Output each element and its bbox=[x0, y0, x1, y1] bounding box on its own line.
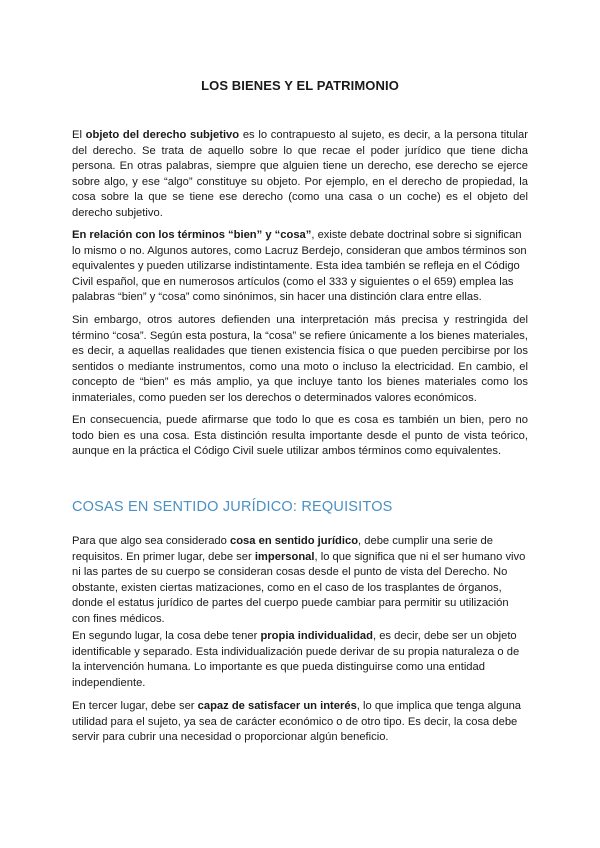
text-run: En tercer lugar, debe ser bbox=[72, 700, 198, 712]
text-run: Para que algo sea considerado bbox=[72, 535, 230, 547]
text-run: , lo que implica que tenga alguna utilidad para el sujeto, ya sea de carácter económico o de otro tipo. Es decir, la cosa debe servir para cubrir una necesidad o proporcionar algún beneficio. bbox=[72, 700, 522, 744]
text-run: , lo que significa que ni el ser humano vivo ni las partes de su cuerpo se consideran cosas desde el punto de vista del Derecho. No obstante, existen ciertas matizaciones, como en el caso de los trasplantes de órganos, donde el estatus jurídico de partes del cuerpo puede cambiar para permitir su utilización con fines médicos. bbox=[72, 550, 526, 625]
paragraph-objeto bbox=[72, 128, 528, 222]
bold-term: impersonal bbox=[254, 550, 315, 563]
paragraph-interpretacion bbox=[72, 313, 528, 407]
text-run: En segundo lugar, la cosa debe tener bbox=[72, 630, 261, 642]
text-run: , debe cumplir una serie de requisitos. En primer lugar, debe ser bbox=[72, 535, 493, 563]
text-run: En consecuencia, puede afirmarse que todo lo que es cosa es también un bien, pero no todo bien es una cosa. Esta distinción resulta importante desde el punto de vista teórico, aunque en la práctica el Código Civil suele utilizar ambos términos como equivalentes. bbox=[72, 414, 528, 458]
paragraph-requisito-1 bbox=[72, 534, 528, 628]
text-run: , existe debate doctrinal sobre si significan lo mismo o no. Algunos autores, como Lacruz Berdejo, consideran que ambos términos son equivalentes y pueden utilizarse indistintamente. Esta idea también se refleja en el Código Civil español, que en numerosos artículos (como el 333 y siguientes o el 659) emplea las palabras “bien” y “cosa” como sinónimos, sin hacer una distinción clara entre ellas. bbox=[72, 229, 527, 304]
paragraph-bien-cosa bbox=[72, 228, 528, 306]
text-run: es lo contrapuesto al sujeto, es decir, a la persona titular del derecho. Se trata de aquello sobre lo que recae el poder jurídico que tiene dicha persona. En otras palabras, siempre que alguien tiene un derecho, ese derecho se ejerce sobre algo, y ese “algo” constituye su objeto. Por ejemplo, en el derecho de propiedad, la cosa sobre la que se tiene ese derecho (como una casa o un coche) es el objeto del derecho subjetivo. bbox=[72, 129, 528, 219]
text-run: El bbox=[72, 129, 86, 141]
section-heading: COSAS EN SENTIDO JURÍDICO: REQUISITOS bbox=[72, 499, 393, 515]
bold-term: cosa en sentido jurídico bbox=[229, 535, 359, 547]
text-run: Sin embargo, otros autores defienden una interpretación más precisa y restringida del término “cosa”. Según esta postura, la “cosa” se refiere únicamente a los bienes materiales, es decir, a aquellas realidades que tienen existencia física o que pueden percibirse por los sentidos o mediante instrumentos, como una moto o incluso la electricidad. En cambio, el concepto de “bien” es más amplio, ya que incluye tanto los bienes materiales como los inmateriales, como pueden ser los derechos o determinados valores económicos. bbox=[72, 314, 528, 404]
paragraph-requisito-2 bbox=[72, 629, 528, 691]
bold-term: capaz de satisfacer un interés bbox=[197, 700, 357, 712]
text-run: , es decir, debe ser un objeto identificable y separado. Esta individualización puede derivar de su propia naturaleza o de la intervención humana. Lo importante es que pueda distinguirse como una entidad independiente. bbox=[72, 630, 520, 689]
document-title: LOS BIENES Y EL PATRIMONIO bbox=[201, 78, 399, 93]
paragraph-requisito-3 bbox=[72, 699, 528, 746]
paragraph-consecuencia bbox=[72, 413, 528, 460]
bold-term: propia individualidad bbox=[260, 630, 373, 642]
bold-term: objeto del derecho subjetivo bbox=[85, 129, 240, 141]
bold-term: En relación con los términos “bien” y “cosa” bbox=[72, 229, 312, 241]
